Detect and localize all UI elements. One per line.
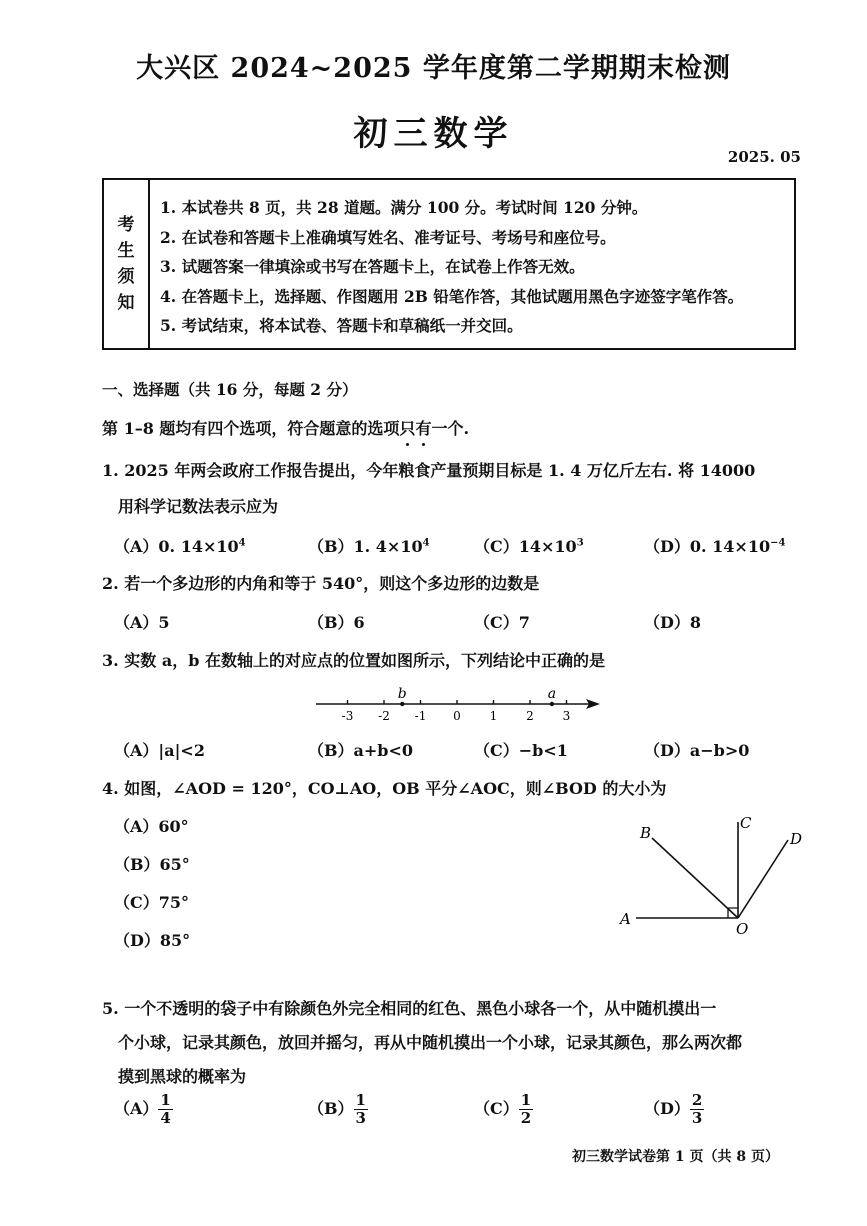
q1-option-b	[308, 534, 430, 557]
fraction-numerator: 1	[160, 1091, 171, 1109]
q1-option-d	[644, 534, 785, 557]
notice-label-char: 生	[117, 241, 135, 261]
section-heading: 一、选择题（共 16 分，每题 2 分）	[102, 380, 358, 399]
q5-option-c	[474, 1092, 533, 1127]
page-footer: 初三数学试卷第 1 页（共 8 页）	[572, 1149, 779, 1165]
fraction-numerator: 2	[691, 1091, 703, 1109]
option-text: （B）1. 4×10	[308, 537, 423, 556]
fraction	[354, 1092, 368, 1127]
notice-item: 5. 考试结束，将本试卷、答题卡和草稿纸一并交回。	[160, 316, 523, 335]
q3-option-c: （C）−b<1	[474, 741, 568, 760]
q3-option-d: （D）a−b>0	[644, 741, 750, 760]
point-b-label: b	[397, 686, 407, 702]
number-line-tick-label: -2	[378, 709, 390, 723]
option-exponent: 4	[238, 537, 246, 549]
q4-option-b: （B）65°	[114, 855, 190, 874]
q2-option-d: （D）8	[644, 613, 702, 632]
exam-date: 2025. 05	[727, 148, 801, 166]
notice-items	[160, 193, 743, 341]
notice-item: 1. 本试卷共 8 页，共 28 道题。满分 100 分。考试时间 120 分钟。	[160, 198, 648, 217]
q4-option-a: （A）60°	[114, 817, 189, 836]
q4-option-d: （D）85°	[114, 931, 191, 950]
option-exponent: 3	[576, 537, 584, 549]
q1-text-line2: 用科学记数法表示应为	[118, 497, 279, 516]
point-a-label: a	[547, 686, 557, 702]
q2-option-c: （C）7	[474, 613, 530, 632]
q2-option-b: （B）6	[308, 613, 365, 632]
ray-od	[738, 840, 788, 918]
notice-label-char: 知	[117, 293, 135, 313]
fraction-numerator: 1	[355, 1091, 366, 1109]
ray-ob	[652, 838, 738, 918]
q1-option-c	[474, 534, 584, 557]
q5-option-b	[308, 1092, 368, 1127]
option-label: （C）	[474, 1099, 519, 1118]
option-text: （D）0. 14×10	[644, 537, 771, 556]
point-a-dot	[550, 702, 554, 706]
option-exponent: 4	[422, 537, 430, 549]
q5-option-a	[114, 1092, 173, 1127]
q3-option-b: （B）a+b<0	[308, 741, 414, 760]
q5-text-line3: 摸到黑球的概率为	[118, 1067, 247, 1086]
label-d: D	[790, 830, 803, 848]
label-c: C	[740, 814, 752, 832]
q5-text-line2: 个小球，记录其颜色，放回并摇匀，再从中随机摸出一个小球，记录其颜色，那么两次都	[118, 1033, 743, 1052]
fraction-denominator: 3	[691, 1109, 703, 1127]
fraction	[519, 1092, 533, 1127]
point-b-dot	[400, 702, 404, 706]
label-a: A	[620, 910, 631, 928]
q4-option-c: （C）75°	[114, 893, 190, 912]
notice-label	[104, 180, 150, 348]
emphasis-char: 只	[399, 416, 415, 439]
option-text: （C）14×10	[474, 537, 577, 556]
q4-text: 4. 如图，∠AOD = 120°，CO⊥AO，OB 平分∠AOC，则∠BOD 的大小为	[102, 779, 667, 798]
fraction-numerator: 1	[520, 1091, 532, 1109]
label-o: O	[736, 920, 749, 938]
notice-item: 4. 在答题卡上，选择题、作图题用 2B 铅笔作答，其他试题用黑色字迹签字笔作答。	[160, 286, 744, 306]
emphasis-char: 有	[415, 416, 431, 439]
fraction-denominator: 3	[355, 1109, 366, 1127]
option-label: （D）	[644, 1099, 690, 1118]
instruction-text: 一个.	[431, 419, 470, 438]
subject-title: 初三数学	[353, 114, 514, 154]
number-line-tick-label: -3	[341, 709, 354, 723]
fraction	[158, 1092, 172, 1127]
fraction-denominator: 4	[160, 1109, 171, 1127]
angle-figure	[610, 808, 810, 940]
section-instruction	[102, 416, 469, 439]
fraction	[690, 1092, 704, 1127]
option-label: （A）	[114, 1099, 159, 1118]
notice-item: 3. 试题答案一律填涂或书写在答题卡上，在试卷上作答无效。	[160, 257, 585, 276]
option-label: （B）	[308, 1099, 354, 1118]
number-line-tick-label: 1	[489, 709, 498, 723]
q3-text: 3. 实数 a，b 在数轴上的对应点的位置如图所示，下列结论中正确的是	[102, 651, 605, 670]
number-line-tick-label: 3	[562, 709, 571, 723]
number-line-points	[398, 686, 556, 706]
number-line-tick-label: 2	[526, 709, 534, 723]
exam-title: 大兴区 2024~2025 学年度第二学期期末检测	[136, 53, 731, 84]
q5-text-line1: 5. 一个不透明的袋子中有除颜色外完全相同的红色、黑色小球各一个，从中随机摸出一	[102, 999, 717, 1018]
q3-option-a: （A）|a|<2	[114, 741, 205, 760]
number-line-tick-label: 0	[453, 709, 461, 723]
q1-option-a	[114, 534, 246, 557]
instruction-text: 第 1–8 题均有四个选项，符合题意的选项	[102, 419, 400, 438]
q2-option-a: （A）5	[114, 613, 170, 632]
q5-option-d	[644, 1092, 704, 1127]
notice-label-char: 须	[117, 267, 135, 287]
notice-item: 2. 在试卷和答题卡上准确填写姓名、准考证号、考场号和座位号。	[160, 227, 616, 247]
option-exponent: −4	[770, 537, 786, 549]
fraction-denominator: 2	[520, 1109, 532, 1127]
q2-text: 2. 若一个多边形的内角和等于 540°，则这个多边形的边数是	[102, 574, 540, 593]
label-b: B	[640, 824, 652, 842]
q1-text-line1: 1. 2025 年两会政府工作报告提出，今年粮食产量预期目标是 1. 4 万亿斤左右. 将 14000	[102, 461, 756, 480]
notice-label-char: 考	[117, 215, 135, 235]
notice-box	[102, 178, 796, 350]
number-line-tick-label: -1	[414, 709, 427, 723]
option-text: （A）0. 14×10	[114, 537, 239, 556]
number-line-figure	[300, 682, 610, 724]
